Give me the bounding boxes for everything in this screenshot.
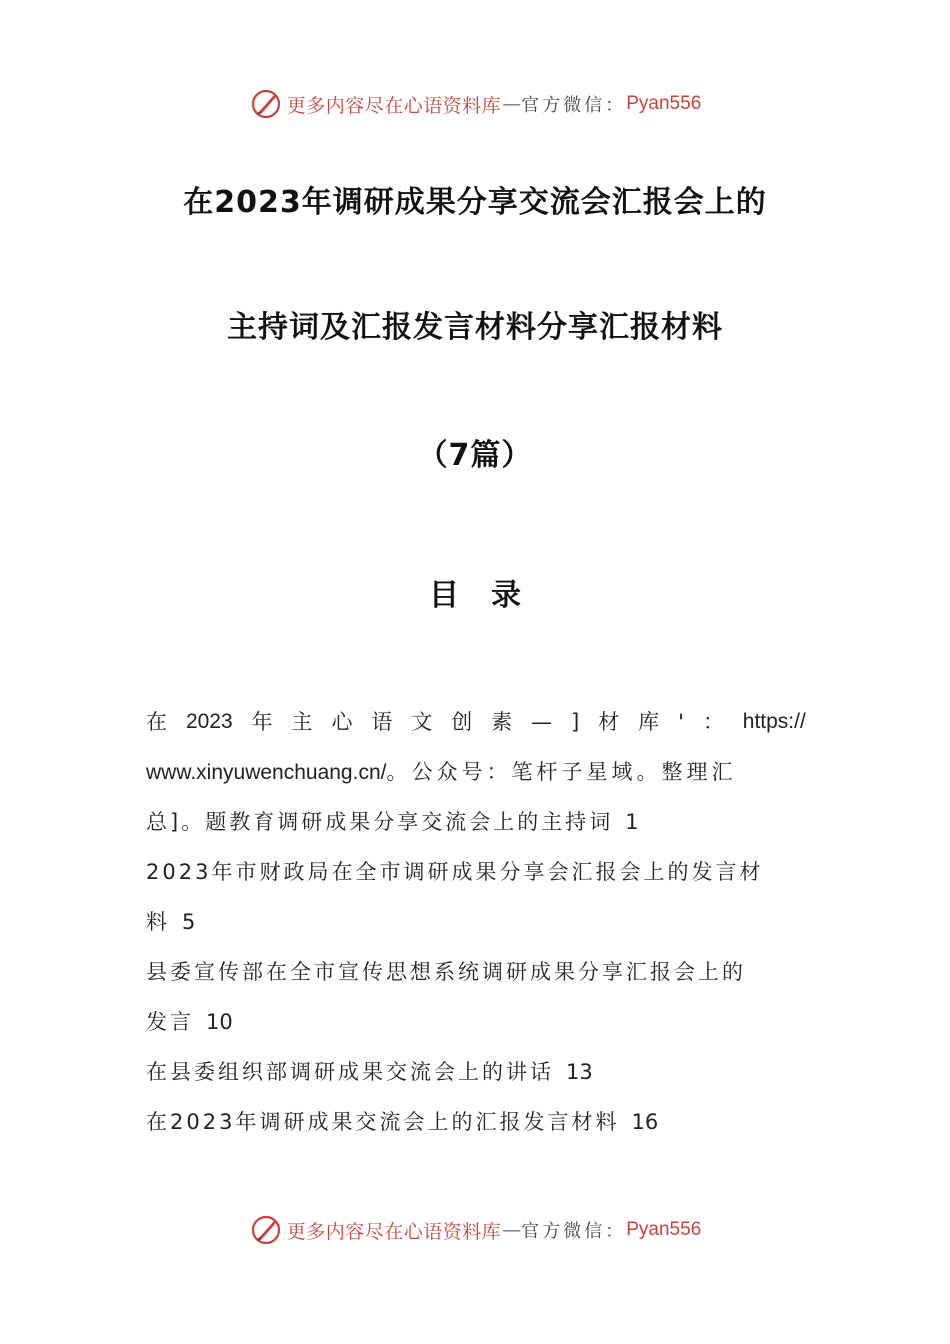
toc-entry-1-line-3[interactable] — [146, 797, 806, 847]
toc-entry-1-char: ' — [678, 710, 684, 734]
toc-entry-1-title-end: 总]。题教育调研成果分享交流会上的主持词 — [146, 810, 614, 834]
toc-entry-1-char: 2023 — [185, 710, 233, 733]
toc-heading — [0, 570, 950, 614]
toc-entry-1-char: 库 — [638, 710, 660, 734]
toc-entry-1-char: 创 — [451, 710, 473, 734]
toc-entry-1-char: ： — [702, 710, 724, 734]
banner-wechat-id: Pyan556 — [626, 93, 702, 114]
toc-entry-1-line-2[interactable] — [146, 747, 806, 797]
toc-entry-3-line-1[interactable] — [146, 947, 806, 997]
quill-pen-logo-icon — [249, 1213, 283, 1247]
banner-wechat-id: Pyan556 — [626, 1219, 702, 1240]
toc-entry-4[interactable] — [146, 1047, 806, 1097]
toc-entry-1-char: ] — [571, 710, 580, 734]
toc-heading-char-2: 录 — [491, 578, 521, 613]
toc-entry-4-page: 13 — [566, 1060, 593, 1084]
toc-entry-5-title: 在2023年调研成果交流会上的汇报发言材料 — [146, 1110, 620, 1134]
table-of-contents — [146, 697, 806, 1147]
toc-entry-1-page: 1 — [625, 810, 639, 834]
toc-entry-1-char: 素 — [491, 710, 513, 734]
quill-pen-logo-icon — [249, 87, 283, 121]
toc-entry-1-char: 语 — [371, 710, 393, 734]
toc-heading-char-1: 目 — [429, 578, 459, 613]
toc-entry-1-char: 在 — [146, 710, 167, 734]
toc-entry-1-char: https:// — [742, 710, 806, 733]
toc-entry-3-title: 县委宣传部在全市宣传思想系统调研成果分享汇报会上的 — [146, 960, 746, 984]
toc-entry-1-line-2-text: 。公众号：笔杆子星域。整理汇 — [386, 760, 737, 784]
toc-entry-2-line-1[interactable] — [146, 847, 806, 897]
banner-separator: — — [502, 93, 521, 115]
toc-entry-1-char: — — [531, 710, 553, 734]
toc-entry-5-page: 16 — [631, 1110, 659, 1134]
document-title-line-1: 在2023年调研成果分享交流会汇报会上的 — [183, 185, 767, 220]
toc-entry-3-line-2[interactable] — [146, 997, 806, 1047]
toc-entry-1-char: 主 — [291, 710, 313, 734]
toc-entry-5[interactable] — [146, 1097, 806, 1147]
banner-wechat-label: 官方微信： — [521, 95, 627, 116]
banner-wechat-label: 官方微信： — [521, 1221, 627, 1242]
document-title-line-2: 主持词及汇报发言材料分享汇报材料 — [227, 310, 723, 345]
toc-entry-1-char: 材 — [598, 710, 620, 734]
toc-entry-3-page: 10 — [206, 1010, 233, 1034]
toc-entry-1-char: 文 — [411, 710, 433, 734]
toc-entry-3-title-end: 发言 — [146, 1010, 194, 1034]
toc-entry-2-title: 2023年市财政局在全市调研成果分享会汇报会上的发言材 — [146, 860, 764, 884]
toc-entry-2-page: 5 — [182, 910, 196, 934]
toc-entry-1-char: 年 — [251, 710, 273, 734]
footer-banner — [0, 1210, 950, 1250]
toc-entry-1-char: 心 — [331, 710, 353, 734]
document-title-line-3: （7篇） — [417, 438, 533, 473]
toc-entry-4-title: 在县委组织部调研成果交流会上的讲话 — [146, 1060, 554, 1084]
toc-entry-1-url: www.xinyuwenchuang.cn/ — [146, 761, 387, 784]
header-banner — [0, 84, 950, 124]
toc-entry-1-line-1[interactable] — [146, 697, 806, 747]
toc-entry-2-line-2[interactable] — [146, 897, 806, 947]
banner-brand-text: 更多内容尽在心语资料库 — [286, 1220, 502, 1243]
banner-brand-text: 更多内容尽在心语资料库 — [286, 94, 502, 117]
banner-separator: — — [502, 1219, 521, 1241]
toc-entry-2-title-end: 料 — [146, 910, 170, 934]
